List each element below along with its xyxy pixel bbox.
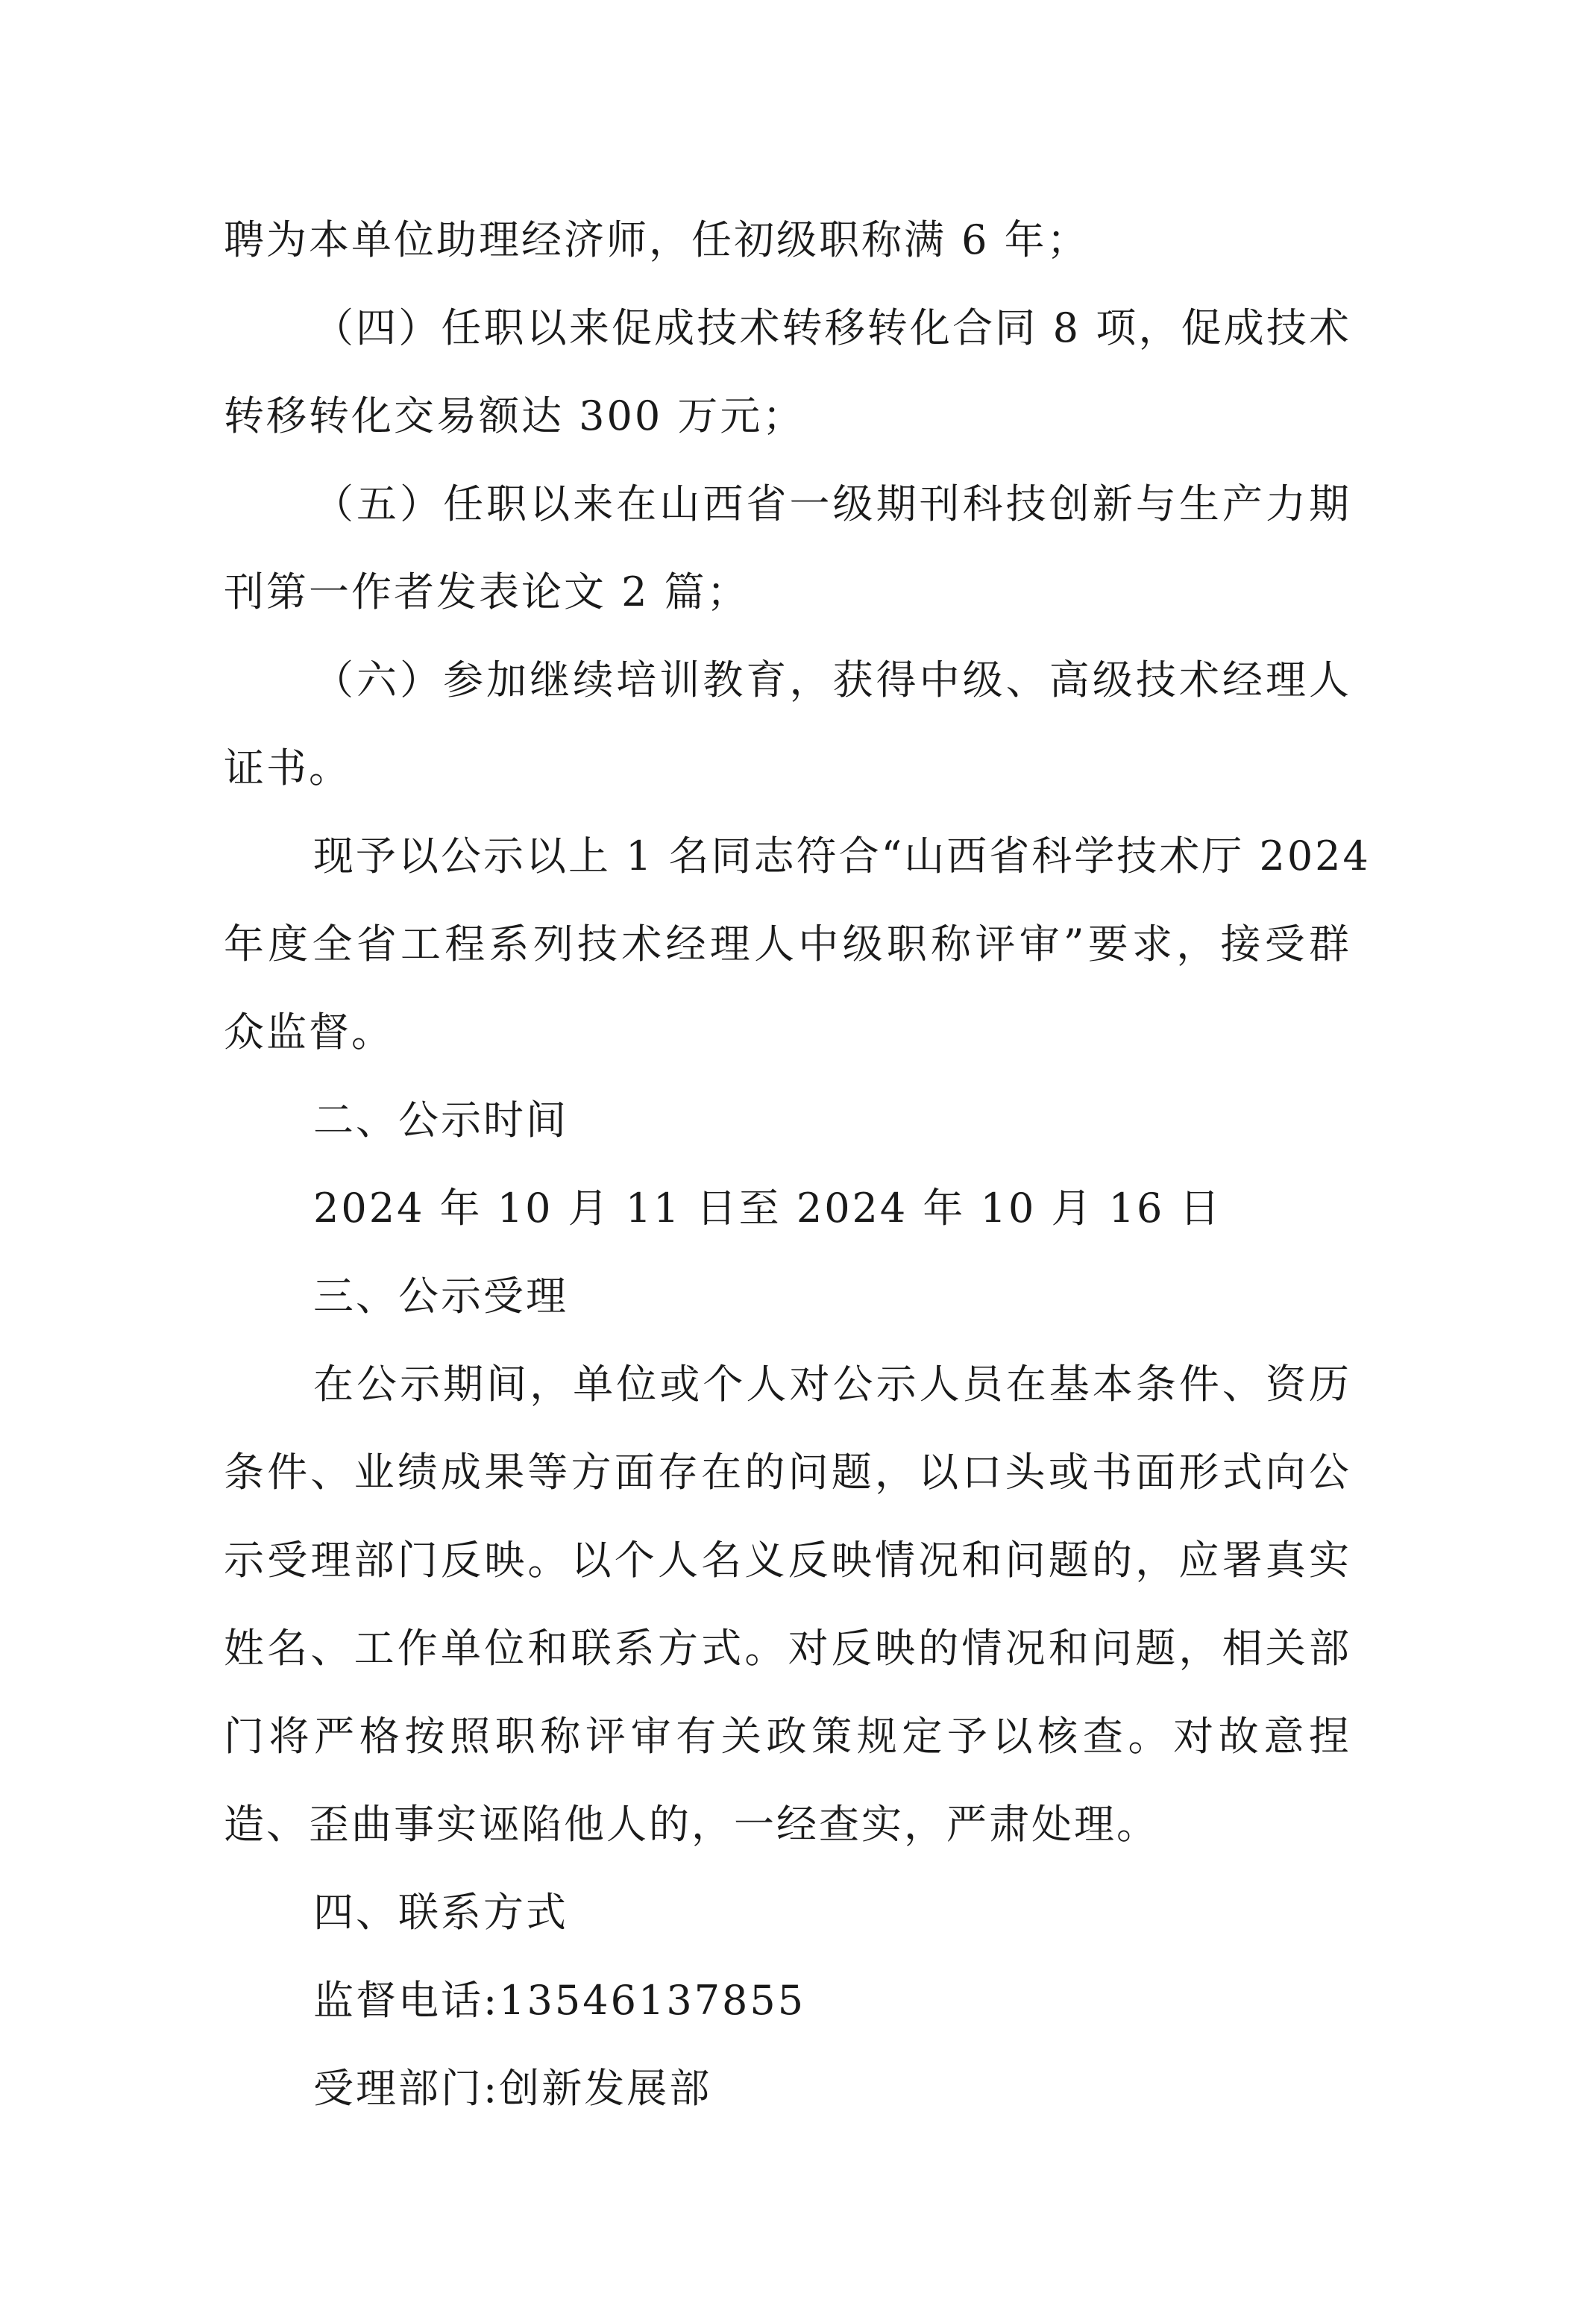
body-text-line: 示受理部门反映。以个人名义反映情况和问题的，应署真实 (224, 1537, 1351, 1584)
document-page (224, 0, 1371, 2314)
body-text-line: 聘为本单位助理经济师，任初级职称满 6 年； (224, 216, 1090, 263)
section-heading: 二、公示时间 (313, 1097, 568, 1144)
body-text-line: 证书。 (224, 744, 351, 791)
body-text-line: （五）任职以来在山西省一级期刊科技创新与生产力期 (313, 480, 1351, 527)
body-text-line: 刊第一作者发表论文 2 篇； (224, 568, 750, 615)
body-text-line: （四）任职以来促成技术转移转化合同 8 项，促成技术 (313, 304, 1351, 351)
contact-phone: 监督电话:13546137855 (313, 1977, 806, 2024)
body-text-line: 转移转化交易额达 300 万元； (224, 392, 805, 439)
body-text-line: 在公示期间，单位或个人对公示人员在基本条件、资历 (313, 1361, 1351, 1408)
body-text-line: 众监督。 (224, 1009, 394, 1056)
section-heading: 四、联系方式 (313, 1889, 568, 1936)
contact-department: 受理部门:创新发展部 (313, 2065, 712, 2112)
body-text-line: 门将严格按照职称评审有关政策规定予以核查。对故意捏 (224, 1713, 1351, 1760)
body-text-line: 现予以公示以上 1 名同志符合“山西省科学技术厅 2024 (313, 833, 1371, 879)
body-text-line: 年度全省工程系列技术经理人中级职称评审”要求，接受群 (224, 921, 1351, 968)
body-text-line: 姓名、工作单位和联系方式。对反映的情况和问题，相关部 (224, 1625, 1351, 1672)
body-text-line: 2024 年 10 月 11 日至 2024 年 10 月 16 日 (313, 1185, 1222, 1232)
body-text-line: 条件、业绩成果等方面存在的问题，以口头或书面形式向公 (224, 1449, 1351, 1496)
body-text-line: （六）参加继续培训教育，获得中级、高级技术经理人 (313, 656, 1351, 703)
section-heading: 三、公示受理 (313, 1273, 568, 1320)
body-text-line: 造、歪曲事实诬陷他人的，一经查实，严肃处理。 (224, 1801, 1159, 1848)
